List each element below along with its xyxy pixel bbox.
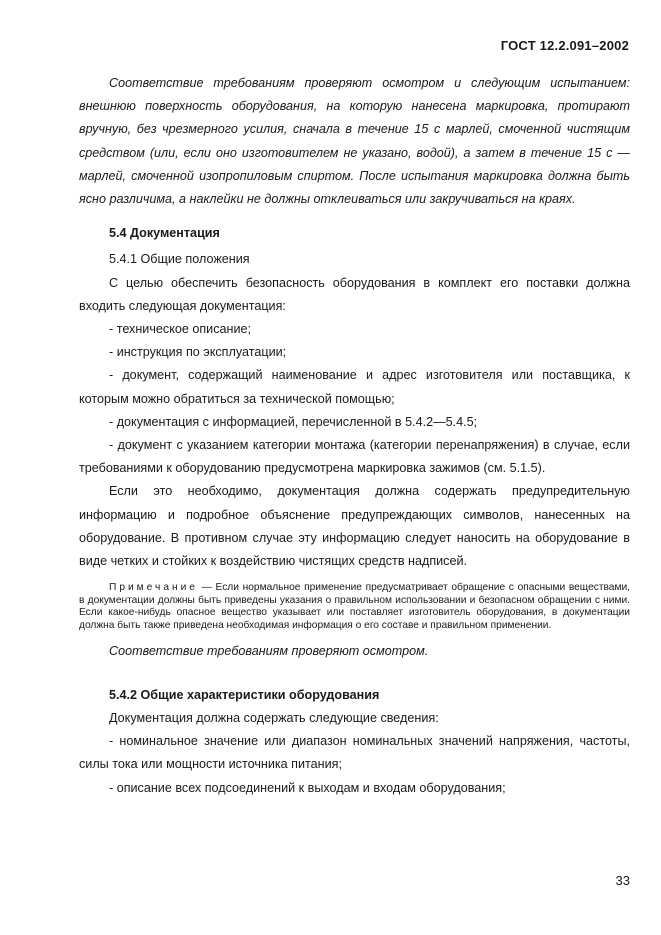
list-item: - инструкция по эксплуатации; [109,345,287,360]
note-label: Примечание [109,582,198,594]
list-item: - документ с указанием категории монтажа (категории перенапряжения) в случае, если требованиями к оборудованию предусмотрена маркировка зажимов (см. 5.1.5). [79,438,630,476]
subsection-5-4-2-heading: 5.4.2 Общие характеристики оборудования [109,687,380,702]
characteristics-intro-paragraph: Документация должна содержать следующие сведения: [109,711,439,726]
list-item: - техническое описание; [109,322,252,337]
list-item: - номинальное значение или диапазон номинальных значений напряжения, частоты, силы тока или мощности источника питания; [79,734,630,772]
page-number: 33 [615,873,630,888]
subsection-5-4-1-heading: 5.4.1 Общие положения [109,252,250,267]
document-body [79,72,630,800]
note-text: — Если нормальное применение предусматривает обращение с опасными веществами, в документации должны быть приведены указания о правильном использовании и безопасном обращении с ними. Если какое-нибудь опасное вещество указывает или поставляет изготовитель оборудования, в документации должна быть также приведена необходимая информация о его составе и правильном применении. [79,582,630,632]
compliance-test-paragraph: Соответствие требованиям проверяют осмотром и следующим испытанием: внешнюю поверхность оборудования, на которую нанесена маркировка, протирают вручную, без чрезмерного усилия, сначала в течение 15 с марлей, смоченной чистящим средством (или, если оно изготовителем не указано, водой), а затем в течение 15 с — марлей, смоченной изопропиловым спиртом. После испытания маркировка должна быть ясно различима, а наклейки не должны отклеиваться или закручиваться на краях. [79,76,630,207]
list-item: - описание всех подсоединений к выходам и входам оборудования; [109,780,506,795]
note-paragraph [79,582,630,632]
documentation-intro-paragraph: С целью обеспечить безопасность оборудования в комплект его поставки должна входить следующая документация: [79,275,630,313]
list-item: - документ, содержащий наименование и адрес изготовителя или поставщика, к которым можно обратиться за технической помощью; [79,368,630,406]
warning-info-paragraph: Если это необходимо, документация должна содержать предупредительную информацию и подробное объяснение предупреждающих символов, нанесенных на оборудование. В противном случае эту информацию следует наносить на оборудование в виде четких и стойких к воздействию чистящих средств надписей. [79,484,630,569]
compliance-inspection-paragraph: Соответствие требованиям проверяют осмотром. [109,643,429,658]
section-5-4-heading: 5.4 Документация [109,226,220,241]
standard-header: ГОСТ 12.2.091–2002 [500,38,629,53]
list-item: - документация с информацией, перечисленной в 5.4.2—5.4.5; [109,414,478,429]
